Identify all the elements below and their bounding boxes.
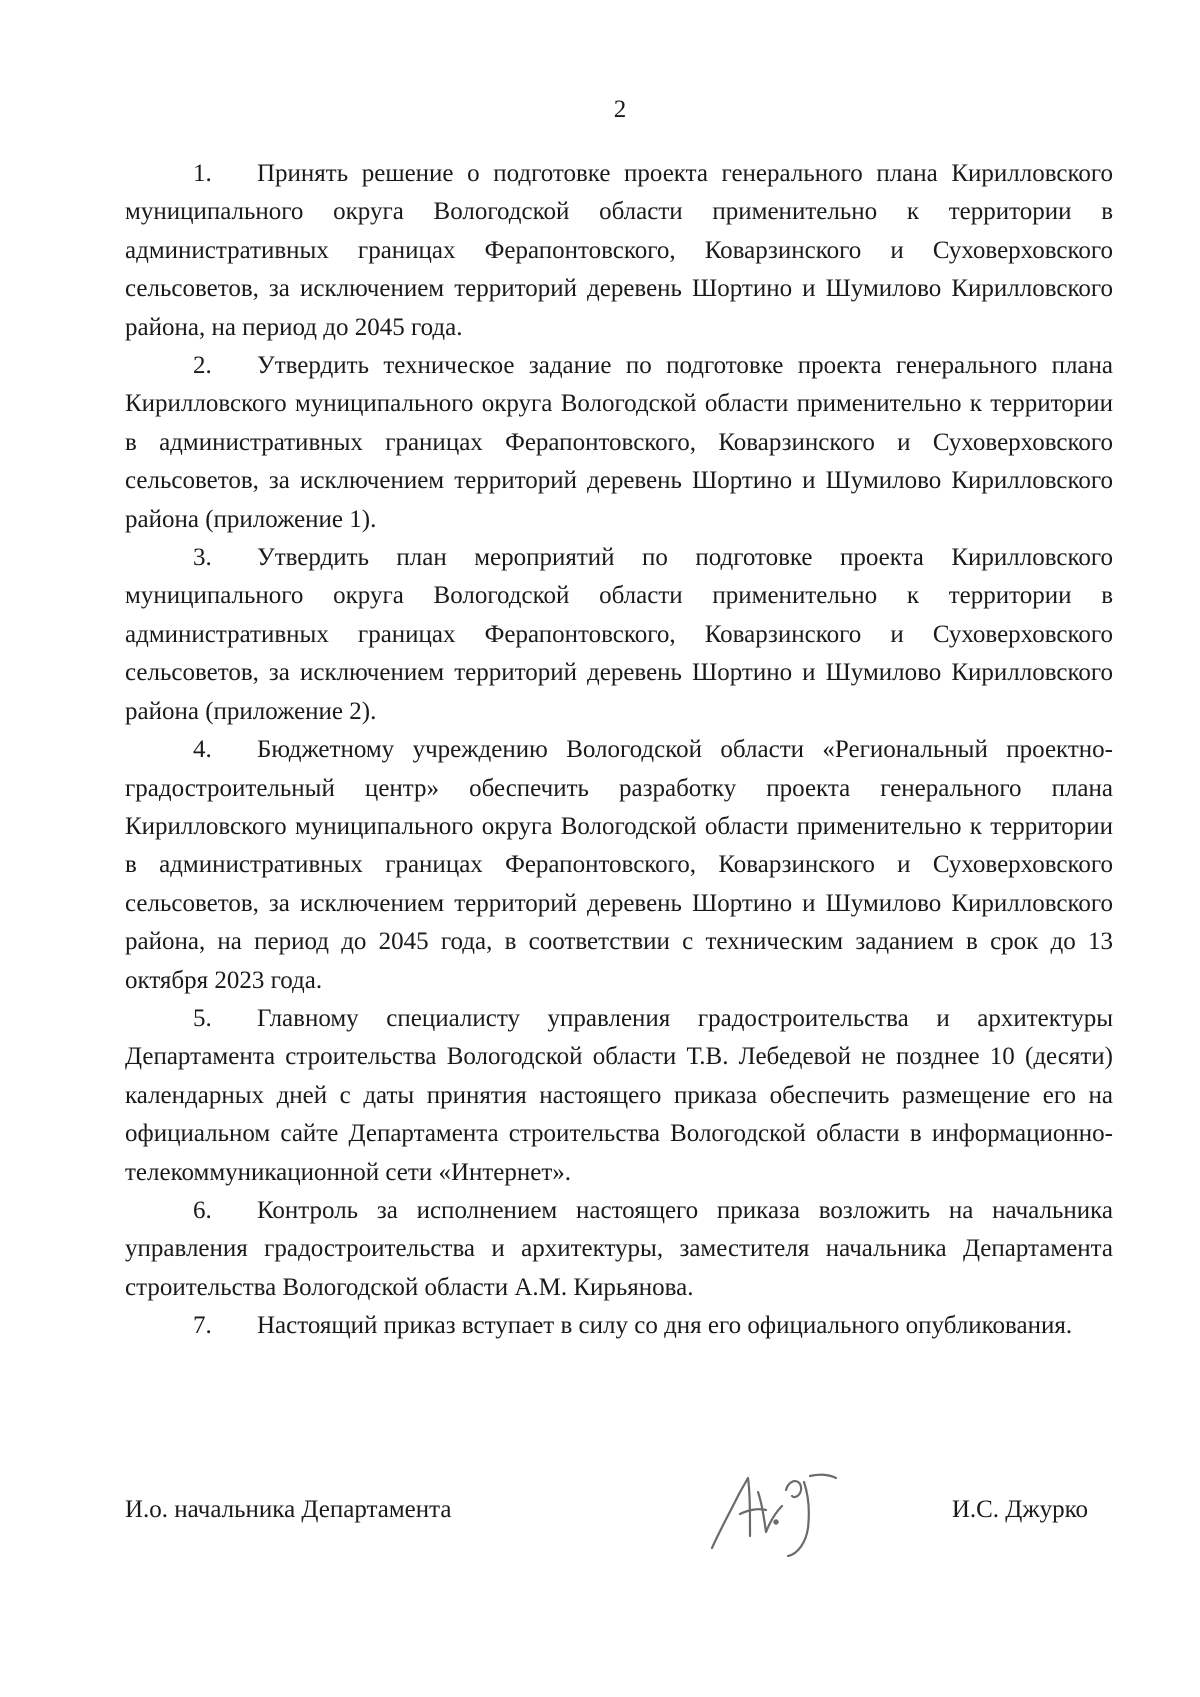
order-item-1 (125, 155, 1113, 347)
order-item-7 (125, 1307, 1113, 1345)
signature-block (125, 1496, 1113, 1536)
item-number: 6. (193, 1196, 212, 1224)
order-body (125, 155, 1113, 1346)
item-text: Принять решение о подготовке проекта генерального плана Кирилловского муниципального округа Вологодской области применительно к территории в административных границах Ферапонтовского, Коварзинского и Суховерховского сельсоветов, за исключением территорий деревень Шортино и Шумилово Кирилловского района, на период до 2045 года. (125, 160, 1113, 341)
order-item-6 (125, 1192, 1113, 1307)
order-item-3 (125, 539, 1113, 731)
item-number: 2. (193, 352, 212, 380)
item-text: Бюджетному учреждению Вологодской области «Региональный проектно-градостроительный центр» обеспечить разработку проекта генерального плана Кирилловского муниципального округа Вологодской области применительно к территории в административных границах Ферапонтовского, Коварзинского и Суховерховского сельсоветов, за исключением территорий деревень Шортино и Шумилово Кирилловского района, на период до 2045 года, в соответствии с техническим заданием в срок до 13 октября 2023 года. (125, 736, 1113, 994)
item-text: Настоящий приказ вступает в силу со дня его официального опубликования. (257, 1312, 1073, 1340)
item-number: 7. (193, 1312, 212, 1340)
item-number: 1. (193, 160, 212, 187)
signatory-position: И.о. начальника Департамента (125, 1496, 452, 1523)
item-number: 5. (193, 1004, 212, 1032)
signatory-name: И.С. Джурко (951, 1496, 1088, 1523)
order-item-5 (125, 1000, 1113, 1192)
item-text: Контроль за исполнением настоящего приказа возложить на начальника управления градостроительства и архитектуры, заместителя начальника Департамента строительства Вологодской области А.М. Кирьянова. (125, 1196, 1113, 1301)
order-item-2 (125, 347, 1113, 539)
item-text: Утвердить техническое задание по подготовке проекта генерального плана Кирилловского муниципального округа Вологодской области применительно к территории в административных границах Ферапонтовского, Коварзинского и Суховерховского сельсоветов, за исключением территорий деревень Шортино и Шумилово Кирилловского района (приложение 1). (125, 352, 1113, 533)
item-text: Главному специалисту управления градостроительства и архитектуры Департамента строительства Вологодской области Т.В. Лебедевой не позднее 10 (десяти) календарных дней с даты принятия настоящего приказа обеспечить размещение его на официальном сайте Департамента строительства Вологодской области в информационно-телекоммуникационной сети «Интернет». (125, 1004, 1113, 1186)
item-text: Утвердить план мероприятий по подготовке проекта Кирилловского муниципального округа Вологодской области применительно к территории в административных границах Ферапонтовского, Коварзинского и Суховерховского сельсоветов, за исключением территорий деревень Шортино и Шумилово Кирилловского района (приложение 2). (125, 544, 1113, 725)
page-number: 2 (613, 96, 627, 123)
item-number: 3. (193, 544, 212, 572)
item-number: 4. (193, 736, 212, 764)
order-item-4 (125, 731, 1113, 1000)
